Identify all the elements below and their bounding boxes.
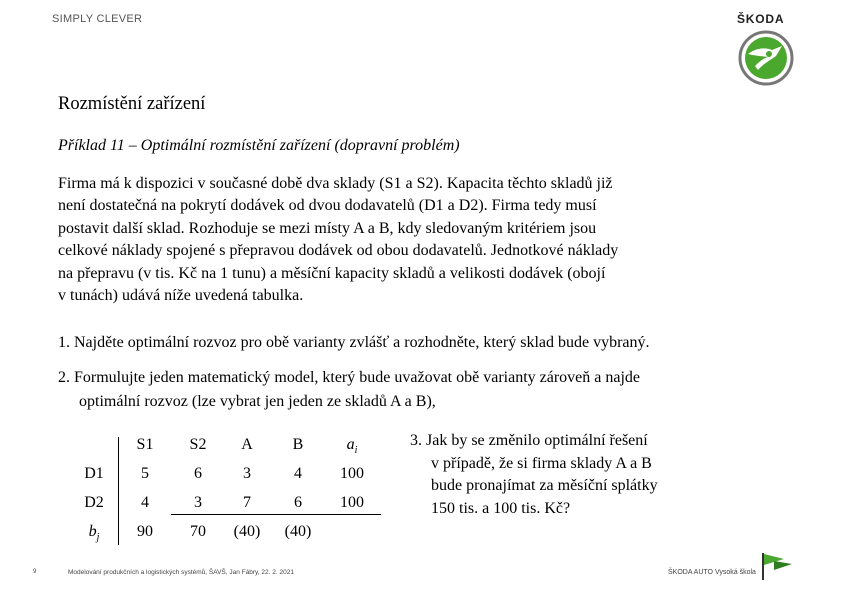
paragraph-line: celkové náklady spojené s přepravou dodávek od obou dodavatelů. Jednotkové náklady [58, 242, 619, 260]
question-3-line: 150 tis. a 100 tis. Kč? [431, 499, 571, 517]
demand-cell: (40) [233, 523, 261, 540]
question-2-line-1: 2. Formulujte jeden matematický model, který bude uvažovat obě varianty zároveň a najde [58, 369, 641, 386]
supply-symbol: a [346, 436, 355, 453]
demand-subscript: j [96, 532, 100, 544]
question-3-line: v případě, že si firma sklady A a B [431, 454, 652, 472]
col-header-s1: S1 [136, 436, 154, 453]
table-cell: 7 [243, 494, 251, 511]
table-cell: 3 [194, 494, 202, 511]
example-heading: Příklad 11 – Optimální rozmístění zařízení (dopravní problém) [58, 137, 460, 154]
paragraph-line: postavit další sklad. Rozhoduje se mezi místy A a B, kdy sledovaným kritériem jsou [58, 219, 597, 237]
row-label-d2: D2 [84, 494, 104, 511]
question-1: 1. Najděte optimální rozvoz pro obě varianty zvlášť a rozhodněte, který sklad bude vybraný. [58, 334, 650, 351]
table-divider-vertical [118, 437, 119, 545]
row-label-d1: D1 [84, 465, 104, 482]
table-divider-horizontal [171, 514, 381, 515]
supply-cell: 100 [340, 465, 364, 482]
table-cell: 4 [141, 494, 149, 511]
table-cell: 6 [294, 494, 302, 511]
paragraph-line: na přepravu (v tis. Kč na 1 tunu) a měsíční kapacity skladů a velikosti dodávek (obojí [58, 264, 606, 282]
col-header-b: B [292, 436, 304, 453]
demand-symbol: b [88, 523, 97, 540]
table-cell: 6 [194, 465, 202, 482]
page-number: 9 [33, 569, 37, 575]
supply-cell: 100 [340, 494, 364, 511]
problem-description [58, 173, 778, 307]
paragraph-line: není dostatečná na pokrytí dodávek od dvou dodavatelů (D1 a D2). Firma tedy musí [58, 197, 597, 215]
brand-wordmark: ŠKODA [737, 12, 785, 26]
question-3-line: bude pronajímat za měsíční splátky [431, 477, 658, 494]
transport-table [58, 431, 382, 551]
question-2-line-2: optimální rozvoz (lze vybrat jen jeden ze skladů A a B), [79, 393, 436, 410]
table-cell: 4 [294, 465, 302, 482]
demand-cell: (40) [284, 523, 312, 540]
paragraph-line: Firma má k dispozici v současné době dva sklady (S1 a S2). Kapacita těchto skladů již [58, 175, 613, 192]
brand-slogan: SIMPLY CLEVER [52, 13, 143, 25]
slide-title: Rozmístění zařízení [58, 94, 206, 114]
skoda-winged-arrow-icon [738, 30, 794, 86]
col-header-supply [332, 435, 372, 461]
col-header-a: A [241, 436, 253, 453]
supply-subscript: i [354, 445, 358, 457]
question-3-line: 3. Jak by se změnilo optimální řešení [410, 432, 648, 449]
paragraph-line: v tunách) udává níže uvedená tabulka. [58, 287, 304, 305]
footer-citation: Modelování produkčních a logistických systémů, ŠAVŠ, Jan Fábry, 22. 2. 2021 [68, 569, 294, 576]
skoda-auto-university-flag-icon [760, 551, 794, 581]
demand-cell: 70 [190, 523, 206, 540]
footer-brand: ŠKODA AUTO Vysoká škola [668, 569, 756, 576]
row-label-demand [74, 522, 114, 548]
question-3 [410, 430, 730, 520]
col-header-s2: S2 [189, 436, 207, 453]
table-cell: 3 [243, 465, 251, 482]
demand-cell: 90 [137, 523, 153, 540]
table-cell: 5 [141, 465, 149, 482]
